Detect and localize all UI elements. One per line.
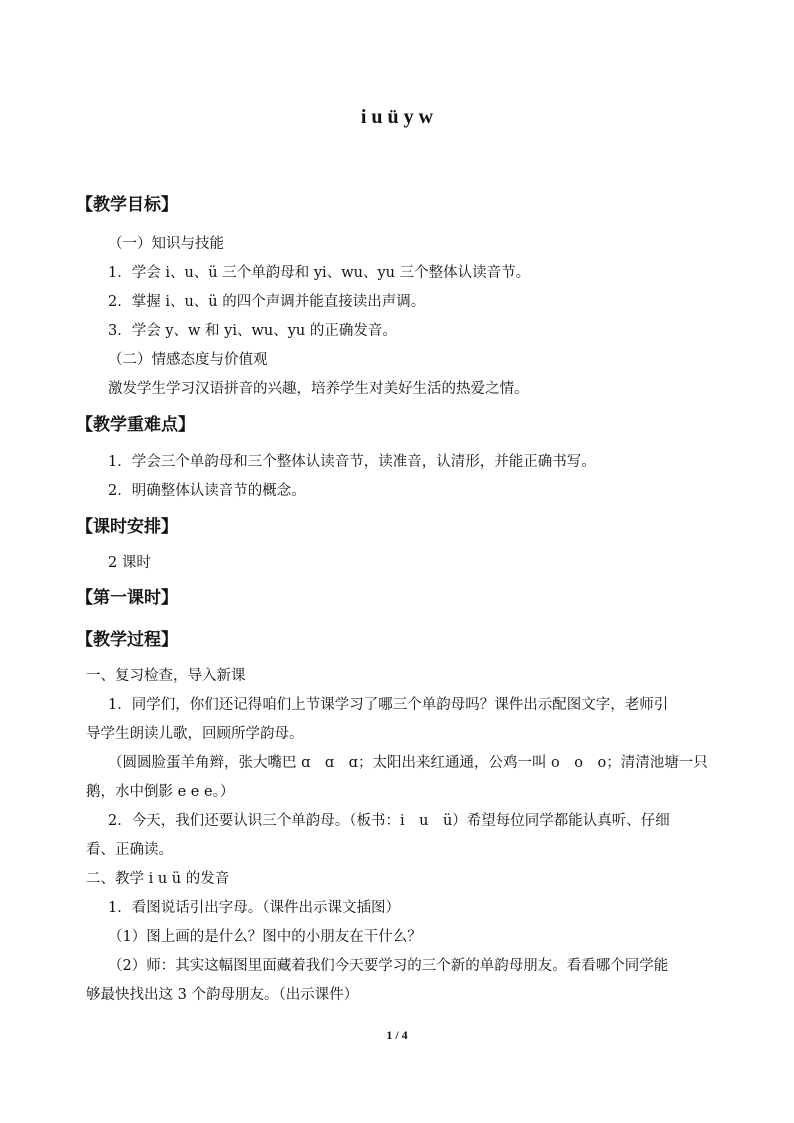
process-p1-line1: 1．同学们，你们还记得咱们上节课学习了哪三个单韵母吗？课件出示配图文字，老师引 xyxy=(108,697,669,713)
process-section1: 一、复习检查，导入新课 xyxy=(86,668,246,684)
objectives-sub1: （一）知识与技能 xyxy=(108,236,224,252)
process-p6-line2: 够最快找出这 3 个韵母朋友。（出示课件） xyxy=(86,987,359,1003)
process-p6-line1: （2）师：其实这幅图里面藏着我们今天要学习的三个新的单韵母朋友。看看哪个同学能 xyxy=(108,958,669,974)
heading-key-points: 【教学重难点】 xyxy=(76,415,195,435)
process-p2-line2: 鹅，水中倒影 e e e。） xyxy=(86,784,235,800)
process-p3-line1: 2．今天，我们还要认识三个单韵母。（板书：i u ü）希望每位同学都能认真听、仔细 xyxy=(108,813,670,829)
process-p2-line1: （圆圆脸蛋羊角辫，张大嘴巴 ɑ ɑ ɑ；太阳出来红通通，公鸡一叫 o o o；清清池塘一只 xyxy=(108,755,708,771)
document-title: i u ü y w xyxy=(360,106,434,128)
page-number: 1 / 4 xyxy=(386,1028,408,1042)
objectives-item2: 2．掌握 i、u、ü 的四个声调并能直接读出声调。 xyxy=(108,294,426,310)
process-section2: 二、教学 i u ü 的发音 xyxy=(86,871,230,887)
process-p3-line2: 看、正确读。 xyxy=(86,842,173,858)
objectives-item1: 1．学会 i、u、ü 三个单韵母和 yi、wu、yu 三个整体认读音节。 xyxy=(108,265,531,281)
process-p5: （1）图上画的是什么？图中的小朋友在干什么？ xyxy=(108,929,422,945)
heading-process: 【教学过程】 xyxy=(76,630,178,650)
key-points-item1: 1．学会三个单韵母和三个整体认读音节，读准音，认清形，并能正确书写。 xyxy=(108,454,596,470)
objectives-item3: 3．学会 y、w 和 yi、wu、yu 的正确发音。 xyxy=(108,323,397,339)
key-points-item2: 2．明确整体认读音节的概念。 xyxy=(108,483,306,499)
process-p4: 1．看图说话引出字母。（课件出示课文插图） xyxy=(108,900,400,916)
process-p1-line2: 导学生朗读儿歌，回顾所学韵母。 xyxy=(86,726,304,742)
heading-first-lesson: 【第一课时】 xyxy=(76,588,178,608)
objectives-sub2: （二）情感态度与价值观 xyxy=(108,352,268,368)
heading-objectives: 【教学目标】 xyxy=(76,195,178,215)
schedule-value: 2 课时 xyxy=(108,555,151,571)
objectives-item4: 激发学生学习汉语拼音的兴趣，培养学生对美好生活的热爱之情。 xyxy=(108,381,529,397)
heading-schedule: 【课时安排】 xyxy=(76,517,178,537)
